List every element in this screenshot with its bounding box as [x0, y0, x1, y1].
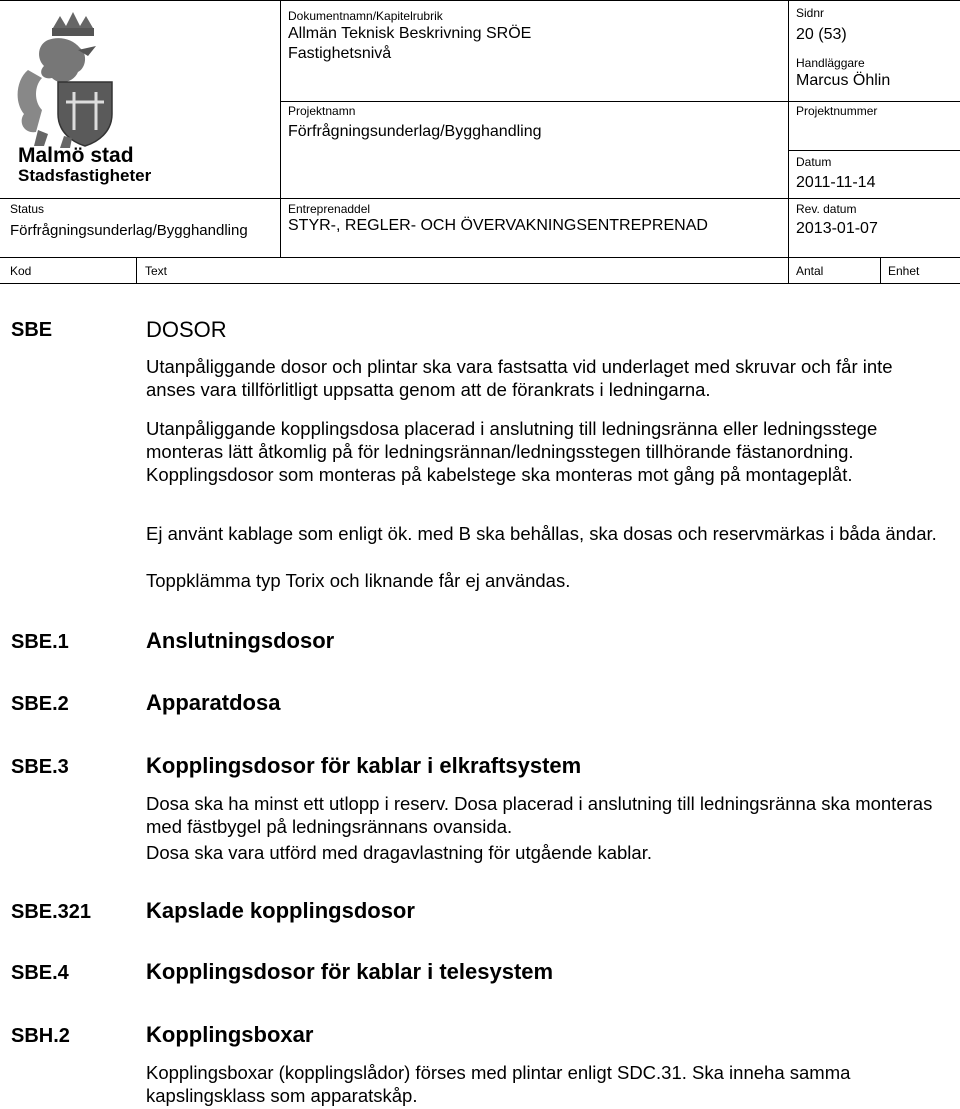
project-number-label: Projektnummer	[796, 104, 878, 118]
malmo-stad-logo	[8, 10, 208, 190]
section-paragraph: Utanpåliggande dosor och plintar ska vara fastsatta vid underlaget med skruvar och får inte anses vara tillförlitligt uppsatta genom att de förankrats i ledningarna.	[146, 356, 893, 400]
contract-value: STYR-, REGLER- OCH ÖVERVAKNINGSENTREPRENAD	[288, 217, 708, 234]
column-text: Text	[145, 264, 168, 278]
header-vline-text	[788, 257, 789, 283]
header-vline-1	[280, 0, 281, 257]
header-divider-1	[280, 101, 960, 102]
section-heading: Kopplingsboxar	[146, 1022, 314, 1047]
column-antal: Antal	[796, 264, 824, 278]
section-paragraph: Ej använt kablage som enligt ök. med B ska behållas, ska dosas och reservmärkas i båda ändar.	[146, 523, 937, 544]
section-code: SBE.4	[11, 962, 69, 984]
rev-date-value: 2013-01-07	[796, 220, 878, 237]
header-divider-2	[0, 198, 960, 199]
section-paragraph: Toppklämma typ Torix och liknande får ej användas.	[146, 570, 571, 591]
section-heading: Anslutningsdosor	[146, 628, 335, 653]
section-heading: Kapslade kopplingsdosor	[146, 898, 415, 923]
section-code: SBE.1	[11, 631, 69, 653]
section-heading: Kopplingsdosor för kablar i telesystem	[146, 959, 554, 984]
section-paragraph: Utanpåliggande kopplingsdosa placerad i anslutning till ledningsränna eller ledningsstege monteras lätt åtkomlig på för ledningsrännan/ledningsstegen tillhörande fästanordning. Kopplingsdosor som monteras på kabelstege ska monteras mot gång på montageplåt.	[146, 418, 878, 485]
section-paragraph: Kopplingsboxar (kopplingslådor) förses med plintar enligt SDC.31. Ska inneha samma kapslingsklass som apparatskåp.	[146, 1062, 851, 1106]
project-name-value: Förfrågningsunderlag/Bygghandling	[288, 123, 542, 140]
doc-name-label: Dokumentnamn/Kapitelrubrik	[288, 9, 443, 23]
header-vline-2	[788, 0, 789, 257]
status-value: Förfrågningsunderlag/Bygghandling	[10, 222, 248, 239]
section-code: SBE.321	[11, 901, 92, 923]
header-vline-antal	[880, 257, 881, 283]
section-code: SBH.2	[11, 1025, 70, 1047]
header-divider-3	[0, 257, 960, 258]
doc-name-line1: Allmän Teknisk Beskrivning SRÖE	[288, 25, 532, 42]
section-heading: Apparatdosa	[146, 690, 281, 715]
header-vline-kod	[136, 257, 137, 283]
section-paragraph: Dosa ska vara utförd med dragavlastning för utgående kablar.	[146, 842, 652, 863]
section-code: SBE.3	[11, 756, 69, 778]
contract-label: Entreprenaddel	[288, 202, 371, 216]
doc-name-line2: Fastighetsnivå	[288, 45, 392, 62]
handler-value: Marcus Öhlin	[796, 72, 891, 89]
handler-label: Handläggare	[796, 56, 865, 70]
document-body	[0, 300, 960, 1109]
page-number-value: 20 (53)	[796, 26, 847, 43]
section-paragraph: Dosa ska ha minst ett utlopp i reserv. Dosa placerad i anslutning till ledningsränna ska monteras med fästbygel på ledningsrännans ovansida.	[146, 793, 933, 837]
date-label: Datum	[796, 155, 832, 169]
section-code: SBE.2	[11, 693, 69, 715]
column-enhet: Enhet	[888, 264, 920, 278]
section-heading: Kopplingsdosor för kablar i elkraftsystem	[146, 753, 582, 778]
header-bottom-border	[0, 283, 960, 284]
section-code: SBE	[11, 319, 53, 341]
coat-of-arms-icon	[8, 10, 138, 150]
column-kod: Kod	[10, 264, 32, 278]
logo-dept-name: Stadsfastigheter	[18, 166, 152, 185]
status-label: Status	[10, 202, 45, 216]
rev-date-label: Rev. datum	[796, 202, 857, 216]
header-divider-date	[788, 150, 960, 151]
project-name-label: Projektnamn	[288, 104, 356, 118]
section-heading: DOSOR	[146, 317, 227, 342]
date-value: 2011-11-14	[796, 174, 876, 191]
logo-org-name: Malmö stad	[18, 144, 134, 167]
header-top-border	[0, 0, 960, 1]
document-header	[0, 0, 960, 284]
page-number-label: Sidnr	[796, 6, 825, 20]
